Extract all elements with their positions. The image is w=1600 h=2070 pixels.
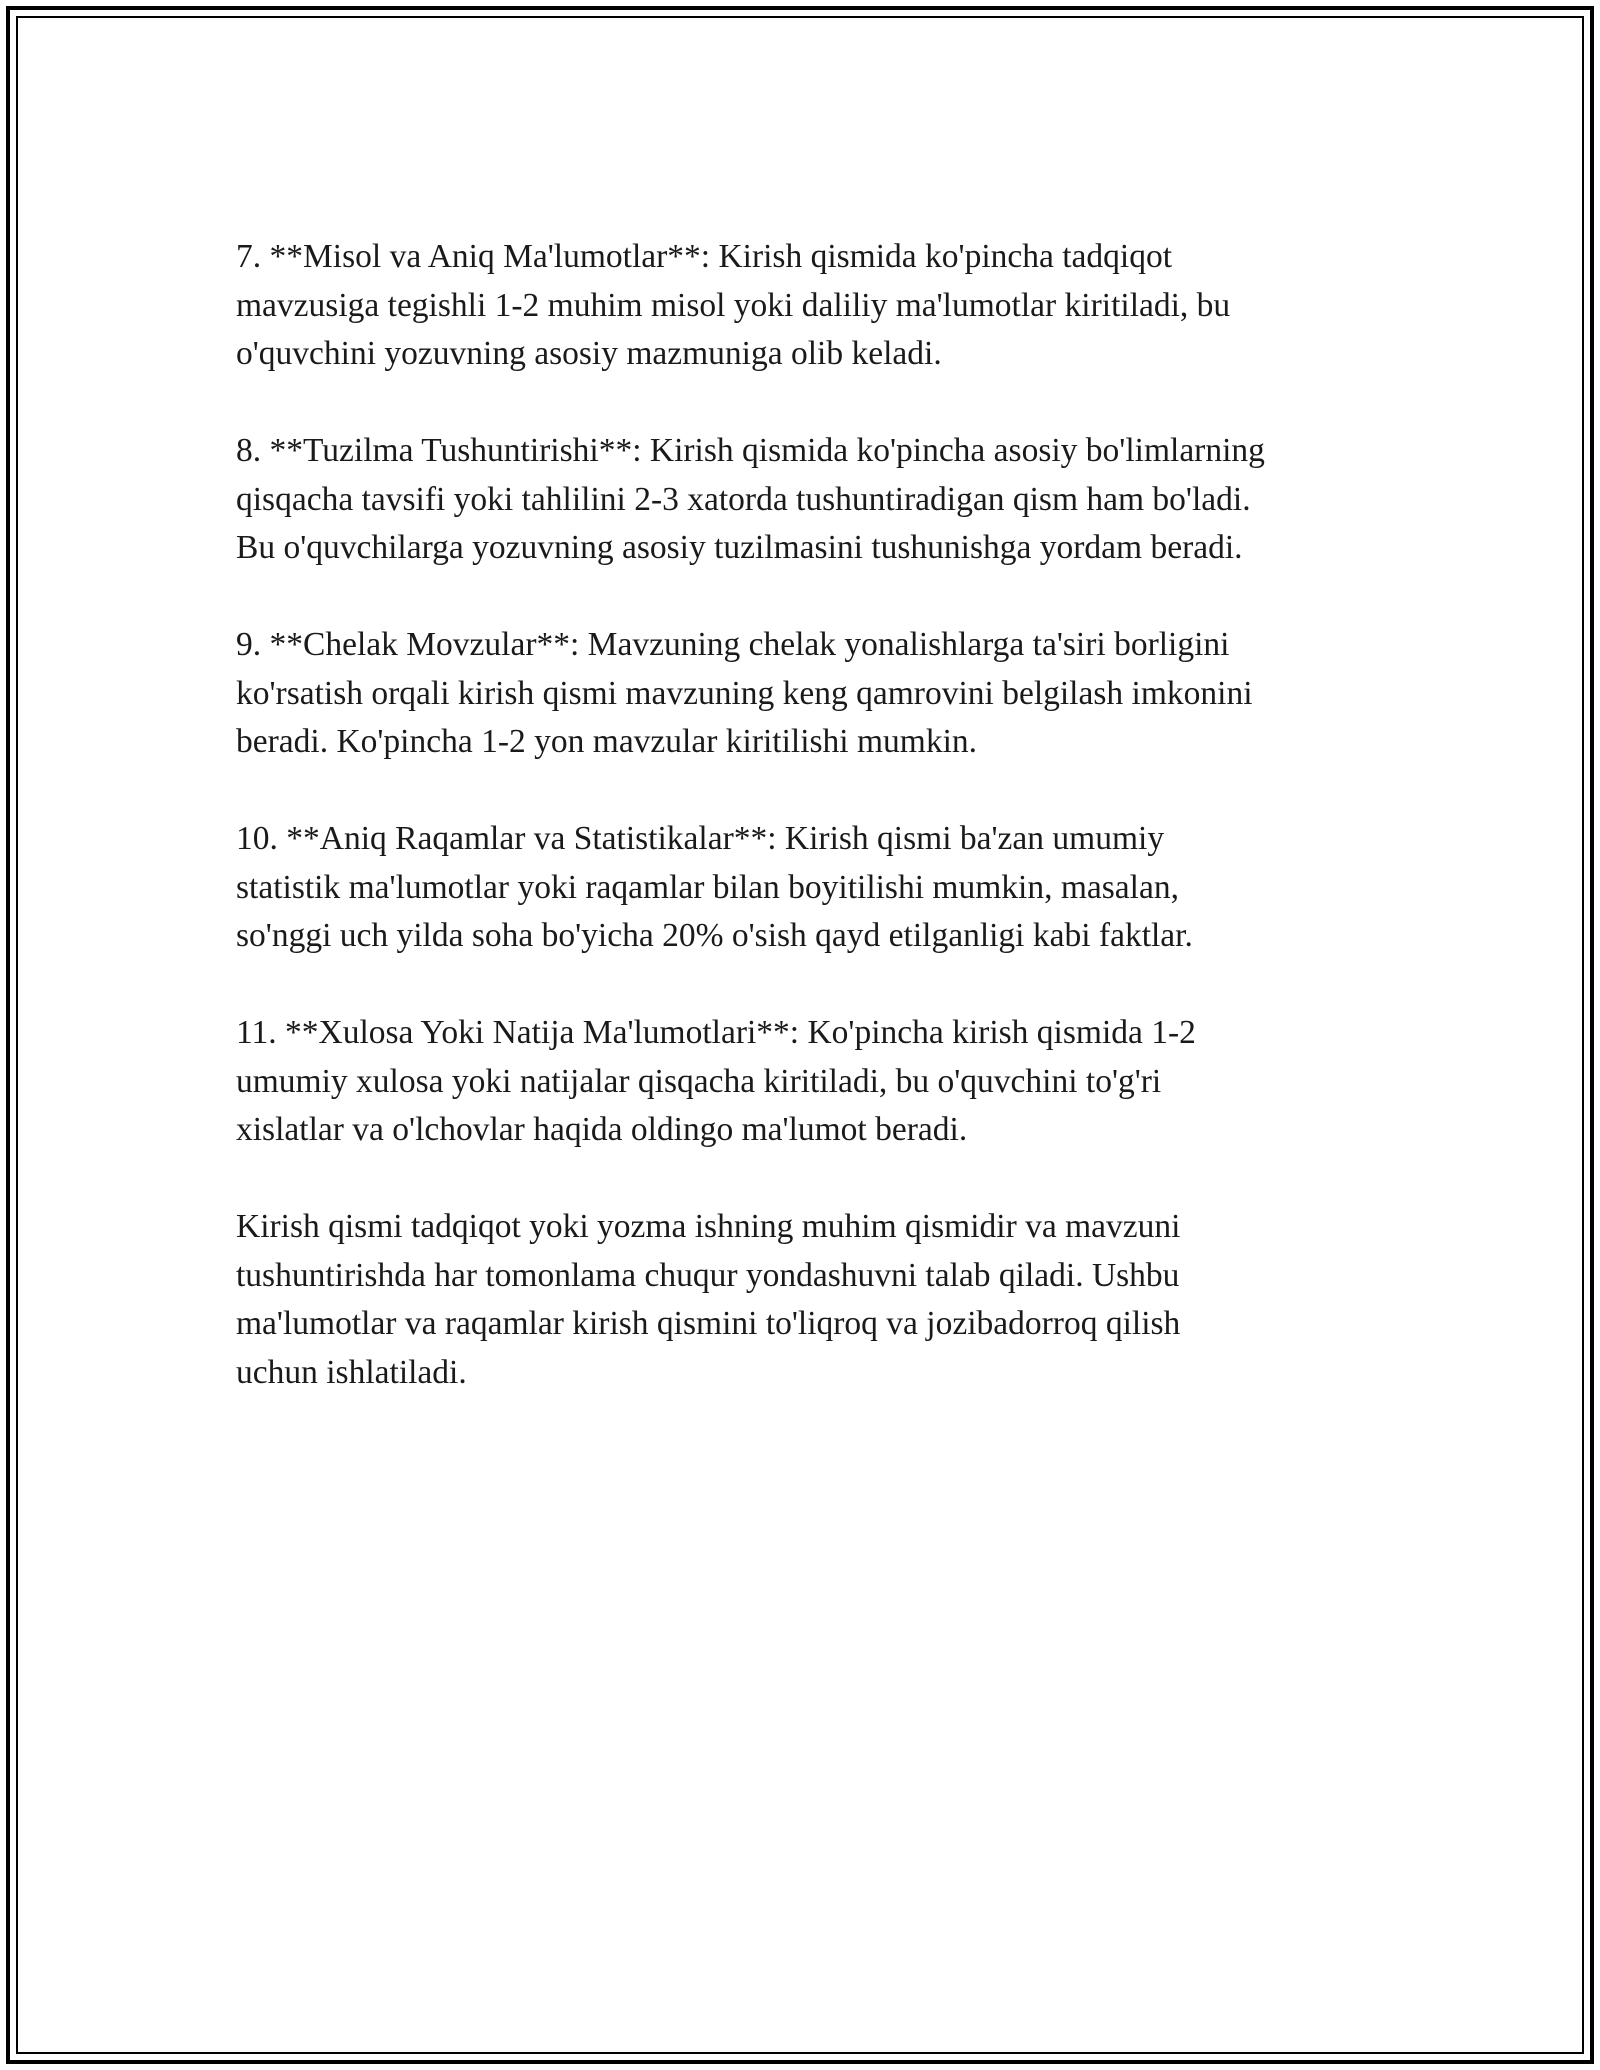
paragraph-item-7: 7. **Misol va Aniq Ma'lumotlar**: Kirish qismida ko'pincha tadqiqot mavzusiga tegishli 1-2 muhim misol yoki daliliy ma'lumotlar kiritiladi, bu o'quvchini yozuvning asosiy mazmuniga olib keladi. [236, 238, 1231, 372]
paragraph-item-8: 8. **Tuzilma Tushuntirishi**: Kirish qismida ko'pincha asosiy bo'limlarning qisqacha tavsifi yoki tahlilini 2-3 xatorda tushuntiradigan qism ham bo'ladi. Bu o'quvchilarga yozuvning asosiy tuzilmasini tushunishga yordam beradi. [236, 432, 1265, 566]
paragraph-item-11: 11. **Xulosa Yoki Natija Ma'lumotlari**: Ko'pincha kirish qismida 1-2 umumiy xulosa yoki natijalar qisqacha kiritiladi, bu o'quvchini to'g'ri xislatlar va o'lchovlar haqida oldingo ma'lumot beradi. [236, 1014, 1196, 1148]
paragraph-conclusion: Kirish qismi tadqiqot yoki yozma ishning muhim qismidir va mavzuni tushuntirishda har tomonlama chuqur yondashuvni talab qiladi. Ushbu ma'lumotlar va raqamlar kirish qismini to'liqroq va jozibadorroq qilish uchun ishlatiladi. [236, 1208, 1181, 1391]
paragraph-item-9: 9. **Chelak Movzular**: Mavzuning chelak yonalishlarga ta'siri borligini ko'rsatish orqali kirish qismi mavzuning keng qamrovini belgilash imkonini beradi. Ko'pincha 1-2 yon mavzular kiritilishi mumkin. [236, 626, 1253, 760]
document-body [236, 233, 1386, 1446]
paragraph-item-10: 10. **Aniq Raqamlar va Statistikalar**: Kirish qismi ba'zan umumiy statistik ma'lumotlar yoki raqamlar bilan boyitilishi mumkin, masalan, so'nggi uch yilda soha bo'yicha 20% o'sish qayd etilganligi kabi faktlar. [236, 820, 1193, 954]
